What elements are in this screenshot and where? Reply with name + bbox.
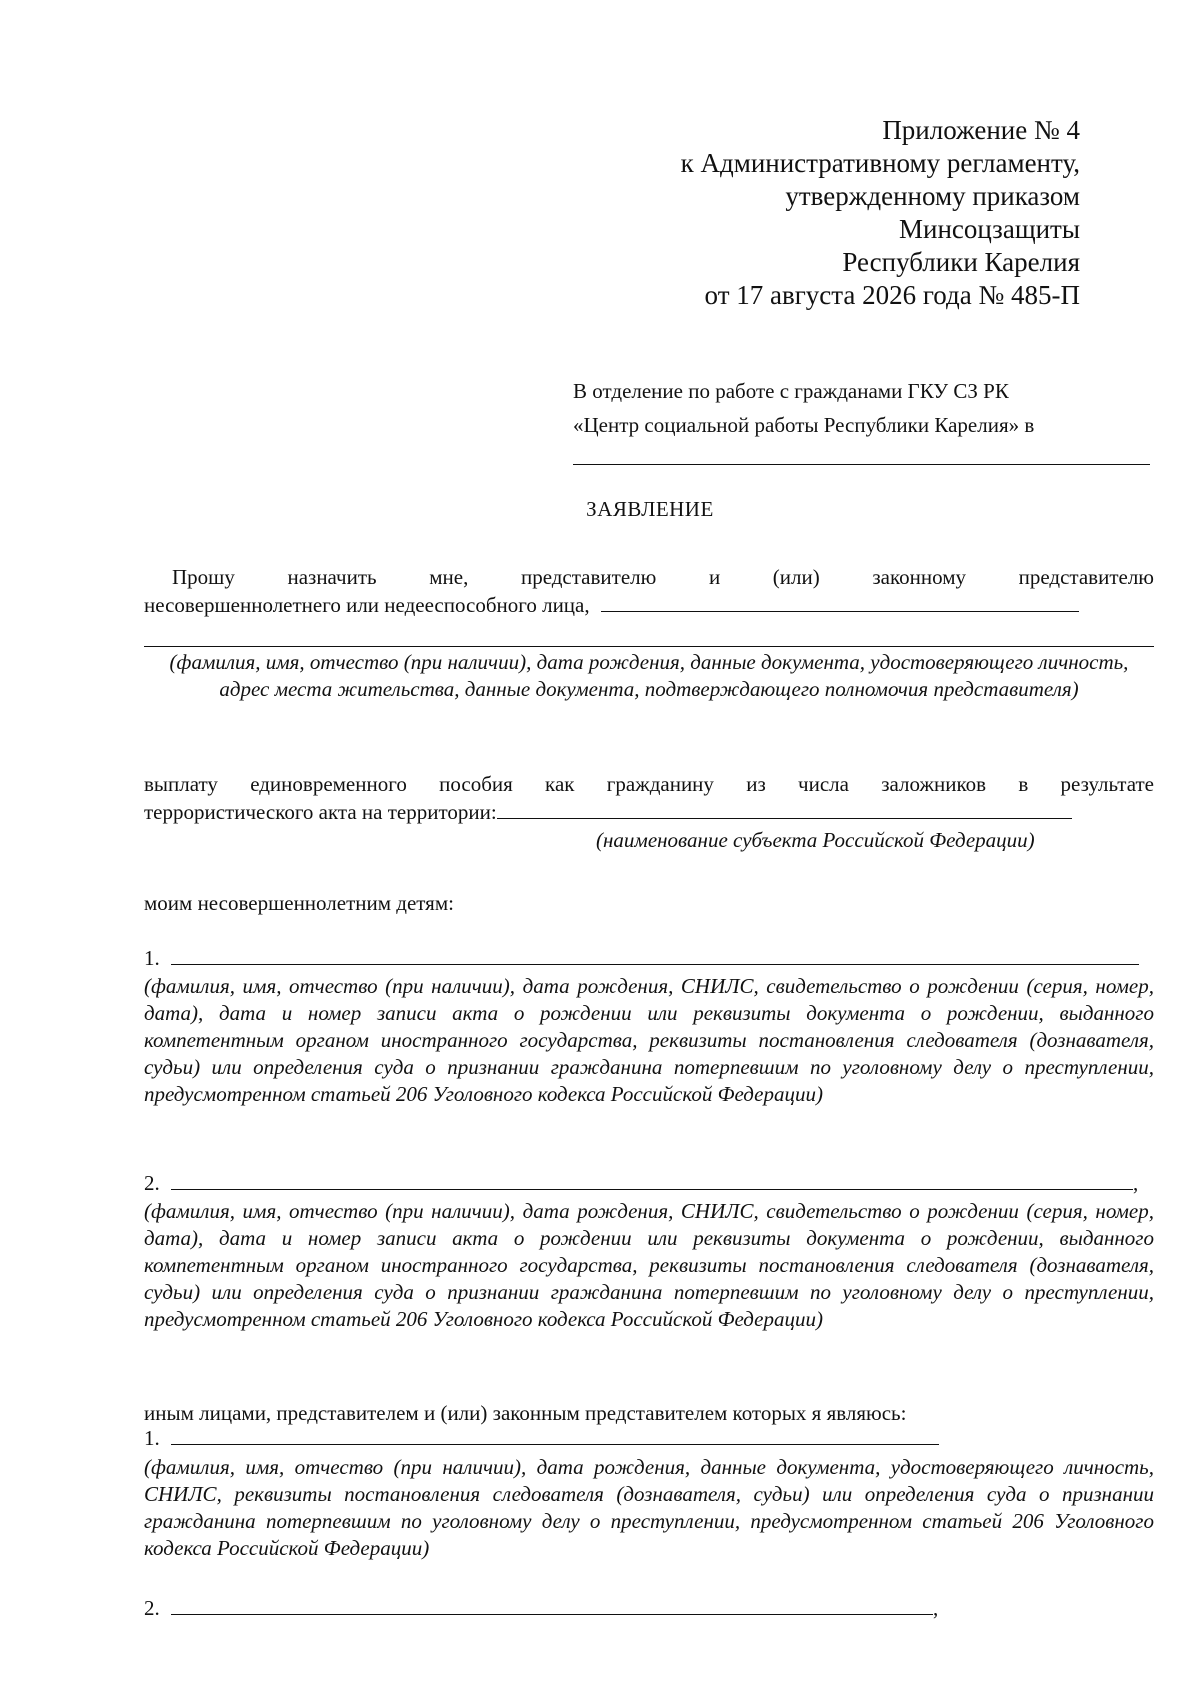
child-2-row — [144, 1171, 1154, 1196]
payment-line-2-text: террористического акта на территории: — [144, 800, 497, 824]
appendix-line-1: Приложение № 4 — [882, 115, 1080, 145]
document-title: ЗАЯВЛЕНИЕ — [586, 497, 714, 521]
request-line-1: Прошу назначить мне, представителю и (или) законному представителю — [172, 565, 1154, 589]
appendix-line-2: к Административному регламенту, — [680, 148, 1080, 178]
other-1-hint: (фамилия, имя, отчество (при наличии), дата рождения, данные документа, удостоверяющего личность, СНИЛС, реквизиты постановления следователя (дознавателя, судьи) или определения суда о признании гражданина потерпевшим по уголовному делу о преступлении, предусмотренном статьей 206 Уголовного кодекса Российской Федерации) — [144, 1455, 1154, 1560]
addressee-block — [573, 374, 1153, 442]
addressee-line-1: В отделение по работе с гражданами ГКУ СЗ РК — [573, 379, 1009, 403]
addressee-blank-line[interactable] — [573, 464, 1150, 465]
request-paragraph — [144, 563, 1154, 619]
child-1-number: 1. — [144, 946, 160, 970]
payment-line-2 — [144, 798, 1154, 826]
appendix-line-5: Республики Карелия — [842, 247, 1080, 277]
request-line-2-text: несовершеннолетнего или недееспособного лица, — [144, 593, 590, 617]
request-line-2 — [144, 591, 1154, 619]
applicant-blank-line-2[interactable] — [144, 646, 1154, 647]
other-2-number: 2. — [144, 1596, 160, 1620]
other-2-suffix: , — [933, 1596, 939, 1620]
other-2-blank-line[interactable] — [171, 1613, 933, 1615]
appendix-line-6: от 17 августа 2026 года № 485-П — [704, 280, 1080, 310]
child-1-row — [144, 946, 1154, 971]
children-heading: моим несовершеннолетним детям: — [144, 891, 454, 915]
child-2-number: 2. — [144, 1171, 160, 1195]
child-2-hint: (фамилия, имя, отчество (при наличии), дата рождения, СНИЛС, свидетельство о рождении (серия, номер, дата), дата и номер записи акта о рождении или реквизиты документа о рождении, выданного компетентным органом иностранного государства, реквизиты постановления следователя (дознавателя, судьи) или определения суда о признании гражданина потерпевшим по уголовному делу о преступлении, предусмотренном статьей 206 Уголовного кодекса Российской Федерации) — [144, 1199, 1154, 1331]
others-heading: иным лицами, представителем и (или) законным представителем которых я являюсь: — [144, 1401, 907, 1425]
appendix-header — [681, 114, 1080, 312]
other-1-blank-line[interactable] — [171, 1443, 939, 1445]
other-2-row — [144, 1596, 1154, 1621]
addressee-line-2: «Центр социальной работы Республики Карелия» в — [573, 413, 1035, 437]
request-hint: (фамилия, имя, отчество (при наличии), дата рождения, данные документа, удостоверяющего личность, адрес места жительства, данные документа, подтверждающего полномочия представителя) — [169, 650, 1129, 701]
payment-hint: (наименование субъекта Российской Федерации) — [596, 828, 1035, 852]
child-2-suffix: , — [1133, 1171, 1139, 1195]
appendix-line-3: утвержденному приказом — [785, 181, 1080, 211]
child-2-blank-line[interactable] — [171, 1188, 1133, 1190]
payment-paragraph — [144, 770, 1154, 826]
payment-line-1: выплату единовременного пособия как гражданину из числа заложников в результате — [144, 772, 1154, 796]
applicant-blank-line[interactable] — [601, 610, 1079, 612]
territory-blank-line[interactable] — [497, 817, 1072, 819]
other-1-row — [144, 1426, 1154, 1451]
child-1-blank-line[interactable] — [171, 963, 1139, 965]
appendix-line-4: Минсоцзащиты — [899, 214, 1080, 244]
other-1-number: 1. — [144, 1426, 160, 1450]
child-1-hint: (фамилия, имя, отчество (при наличии), дата рождения, СНИЛС, свидетельство о рождении (серия, номер, дата), дата и номер записи акта о рождении или реквизиты документа о рождении, выданного компетентным органом иностранного государства, реквизиты постановления следователя (дознавателя, судьи) или определения суда о признании гражданина потерпевшим по уголовному делу о преступлении, предусмотренном статьей 206 Уголовного кодекса Российской Федерации) — [144, 974, 1154, 1106]
